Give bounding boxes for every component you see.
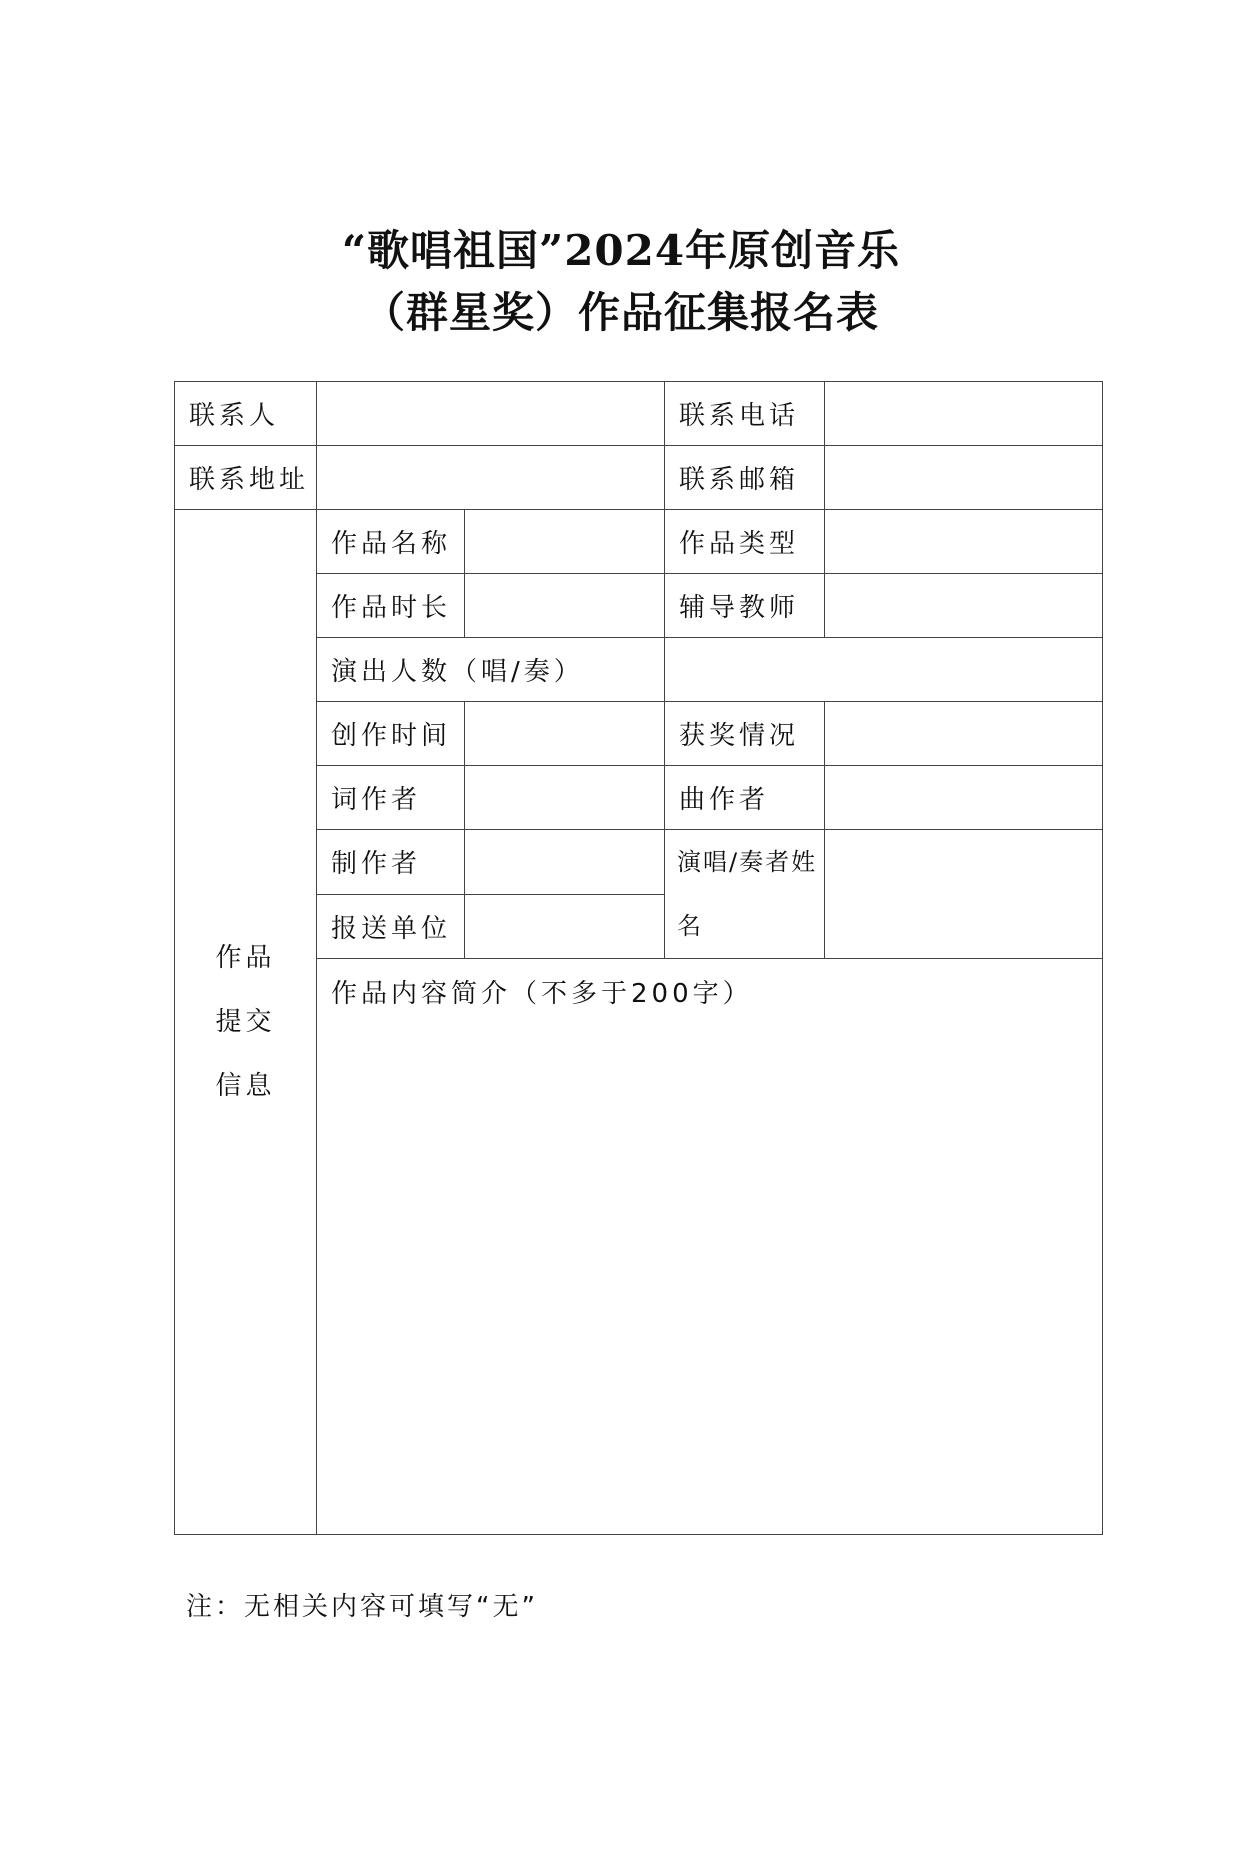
performer-count-label: 演出人数（唱/奏） (317, 638, 665, 702)
contact-person-label: 联系人 (175, 382, 317, 446)
work-type-field[interactable] (825, 510, 1103, 574)
creation-time-field[interactable] (465, 702, 665, 766)
registration-form-table (174, 381, 1103, 1535)
awards-field[interactable] (825, 702, 1103, 766)
contact-email-label: 联系邮箱 (665, 446, 825, 510)
work-intro-label: 作品内容简介（不多于200字） (331, 979, 753, 1009)
awards-label: 获奖情况 (665, 702, 825, 766)
form-title-line-2: （群星奖）作品征集报名表 (362, 288, 879, 337)
contact-address-field[interactable] (317, 446, 665, 510)
table-row (175, 446, 1103, 510)
section-label-line: 信息 (215, 1071, 276, 1101)
table-row (175, 510, 1103, 574)
contact-phone-field[interactable] (825, 382, 1103, 446)
performer-count-field[interactable] (665, 638, 1103, 702)
composer-label: 曲作者 (665, 766, 825, 830)
performer-names-label: 演唱/奏者姓名 (665, 830, 825, 959)
instructor-label: 辅导教师 (665, 574, 825, 638)
form-title-line-1: “歌唱祖国”2024年原创音乐 (341, 226, 901, 275)
lyricist-field[interactable] (465, 766, 665, 830)
footnote: 注：无相关内容可填写“无” (186, 1592, 538, 1622)
work-type-label: 作品类型 (665, 510, 825, 574)
section-label-line: 作品 (215, 943, 276, 973)
lyricist-label: 词作者 (317, 766, 465, 830)
work-name-field[interactable] (465, 510, 665, 574)
contact-person-field[interactable] (317, 382, 665, 446)
producer-field[interactable] (465, 830, 665, 895)
contact-email-field[interactable] (825, 446, 1103, 510)
contact-phone-label: 联系电话 (665, 382, 825, 446)
instructor-field[interactable] (825, 574, 1103, 638)
creation-time-label: 创作时间 (317, 702, 465, 766)
work-intro-field[interactable] (317, 959, 1103, 1535)
work-name-label: 作品名称 (317, 510, 465, 574)
composer-field[interactable] (825, 766, 1103, 830)
work-duration-field[interactable] (465, 574, 665, 638)
producer-label: 制作者 (317, 830, 465, 895)
work-submission-info-label (175, 510, 317, 1535)
submitting-unit-field[interactable] (465, 894, 665, 959)
table-row (175, 382, 1103, 446)
section-label-line: 提交 (215, 1007, 276, 1037)
contact-address-label: 联系地址 (175, 446, 317, 510)
submitting-unit-label: 报送单位 (317, 894, 465, 959)
work-duration-label: 作品时长 (317, 574, 465, 638)
performer-names-field[interactable] (825, 830, 1103, 959)
